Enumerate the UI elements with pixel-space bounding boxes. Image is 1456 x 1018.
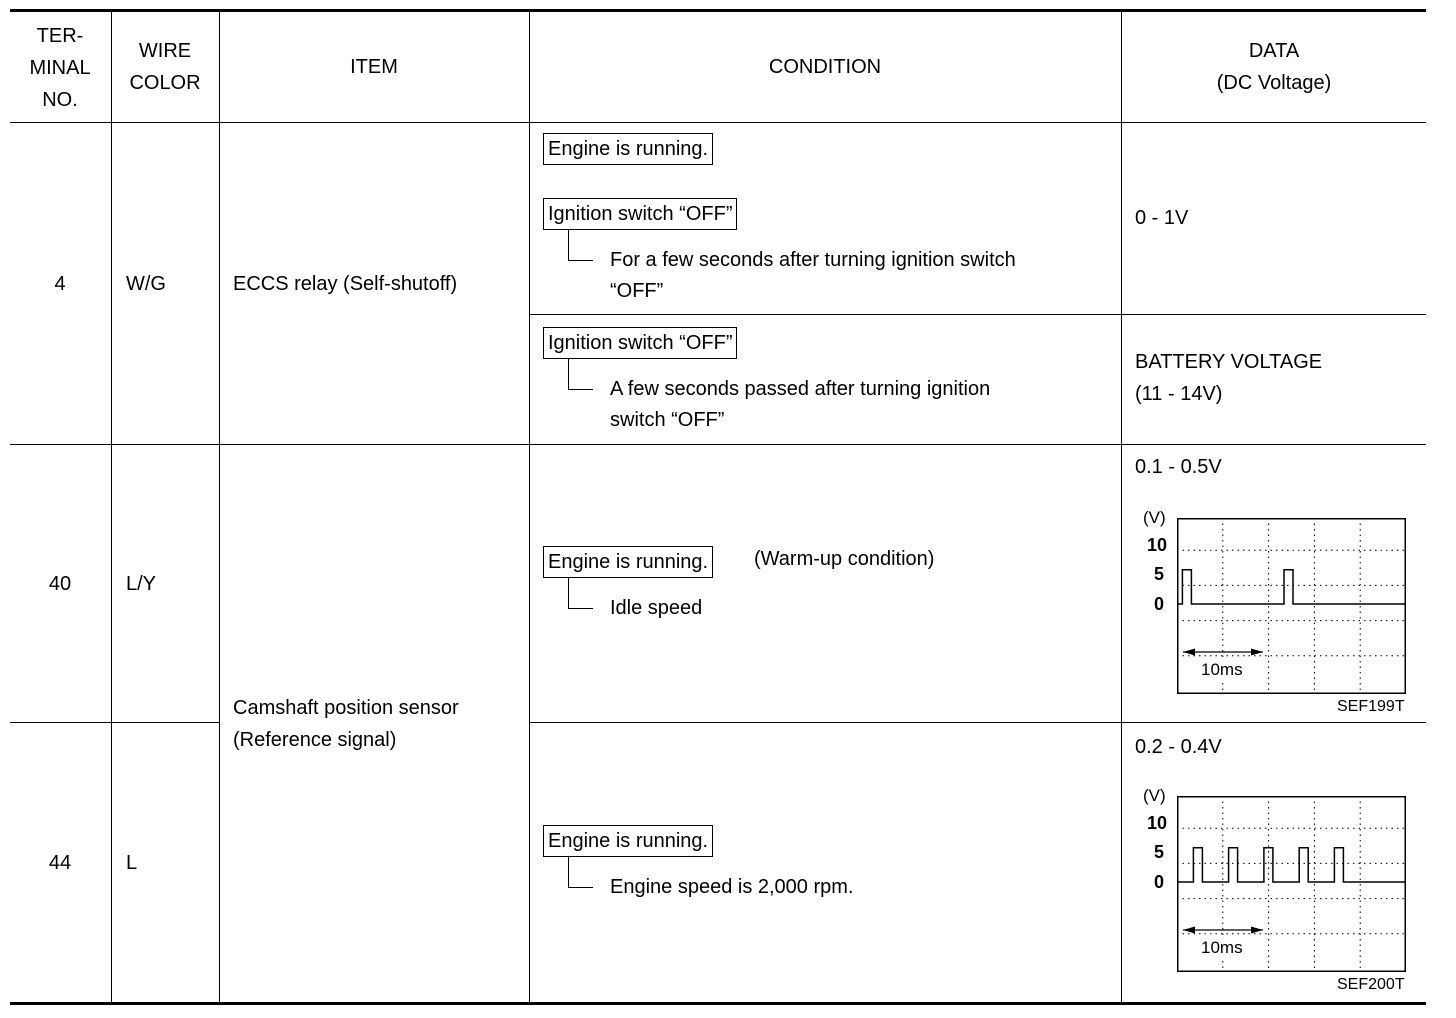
wire-color-w-g: W/G <box>126 273 166 295</box>
table-top-border <box>10 9 1426 12</box>
wire-color-l: L <box>126 852 138 874</box>
col-line-3 <box>529 9 530 1003</box>
condition-idle-speed: Idle speed <box>610 597 703 619</box>
item-camshaft-sensor-line-2: (Reference signal) <box>233 729 397 751</box>
row-divider-2a <box>10 722 219 723</box>
data-value-0-1v: 0 - 1V <box>1135 207 1189 229</box>
condition-box-ignition-off-2: Ignition switch “OFF” <box>543 327 737 359</box>
condition-bracket <box>568 578 593 609</box>
scope-unit-label: (V) <box>1143 786 1166 805</box>
row-divider-1 <box>10 444 1426 445</box>
scope-tick-0: 0 <box>1153 594 1164 614</box>
scope-tick-5: 5 <box>1153 842 1164 862</box>
figure-code-sef200t: SEF200T <box>1337 976 1405 993</box>
header-condition: CONDITION <box>768 56 882 78</box>
header-wire-color: WIRE COLOR <box>129 40 201 94</box>
header-terminal: TER- MINAL NO. <box>29 25 91 111</box>
condition-sub-line-2: switch “OFF” <box>610 409 725 431</box>
data-value-battery-voltage: BATTERY VOLTAGE <box>1135 351 1323 373</box>
scope-tick-0: 0 <box>1153 872 1164 892</box>
condition-box-engine-running: Engine is running. <box>543 825 713 857</box>
scope-tick-10: 10 <box>1146 535 1167 555</box>
condition-engine-speed: Engine speed is 2,000 rpm. <box>610 876 854 898</box>
terminal-4: 4 <box>54 273 66 295</box>
data-value-battery-range: (11 - 14V) <box>1135 383 1223 405</box>
table-bottom-border <box>10 1002 1426 1005</box>
header-data: DATA (DC Voltage) <box>1216 40 1332 94</box>
condition-bracket <box>568 230 593 261</box>
condition-box-ignition-off: Ignition switch “OFF” <box>543 198 737 230</box>
data-value-0-1-0-5v: 0.1 - 0.5V <box>1135 456 1222 478</box>
condition-sub-line-1: For a few seconds after turning ignition switch <box>610 249 1016 271</box>
scope-time-label: 10ms <box>1201 938 1243 957</box>
col-line-4 <box>1121 9 1122 1003</box>
row-divider-sub <box>529 314 1426 315</box>
condition-bracket <box>568 857 593 888</box>
condition-box-engine-running: Engine is running. <box>543 546 713 578</box>
header-item: ITEM <box>350 56 398 78</box>
terminal-40: 40 <box>48 573 72 595</box>
item-camshaft-sensor-line-1: Camshaft position sensor <box>233 697 459 719</box>
scope-time-label: 10ms <box>1201 660 1243 679</box>
scope-unit-label: (V) <box>1143 508 1166 527</box>
terminal-44: 44 <box>48 852 72 874</box>
condition-bracket <box>568 359 593 390</box>
row-divider-2b <box>529 722 1426 723</box>
figure-code-sef199t: SEF199T <box>1337 698 1405 715</box>
col-line-1 <box>111 9 112 1003</box>
scope-tick-10: 10 <box>1146 813 1167 833</box>
data-value-0-2-0-4v: 0.2 - 0.4V <box>1135 736 1222 758</box>
condition-warm-up: (Warm-up condition) <box>754 548 935 570</box>
header-divider <box>10 122 1426 123</box>
wire-color-l-y: L/Y <box>126 573 157 595</box>
item-eccs-relay: ECCS relay (Self-shutoff) <box>233 273 458 295</box>
scope-tick-5: 5 <box>1153 564 1164 584</box>
condition-sub-line-2: “OFF” <box>610 280 664 302</box>
col-line-2 <box>219 9 220 1003</box>
condition-box-engine-running: Engine is running. <box>543 133 713 165</box>
condition-sub-line-1: A few seconds passed after turning ignition <box>610 378 991 400</box>
